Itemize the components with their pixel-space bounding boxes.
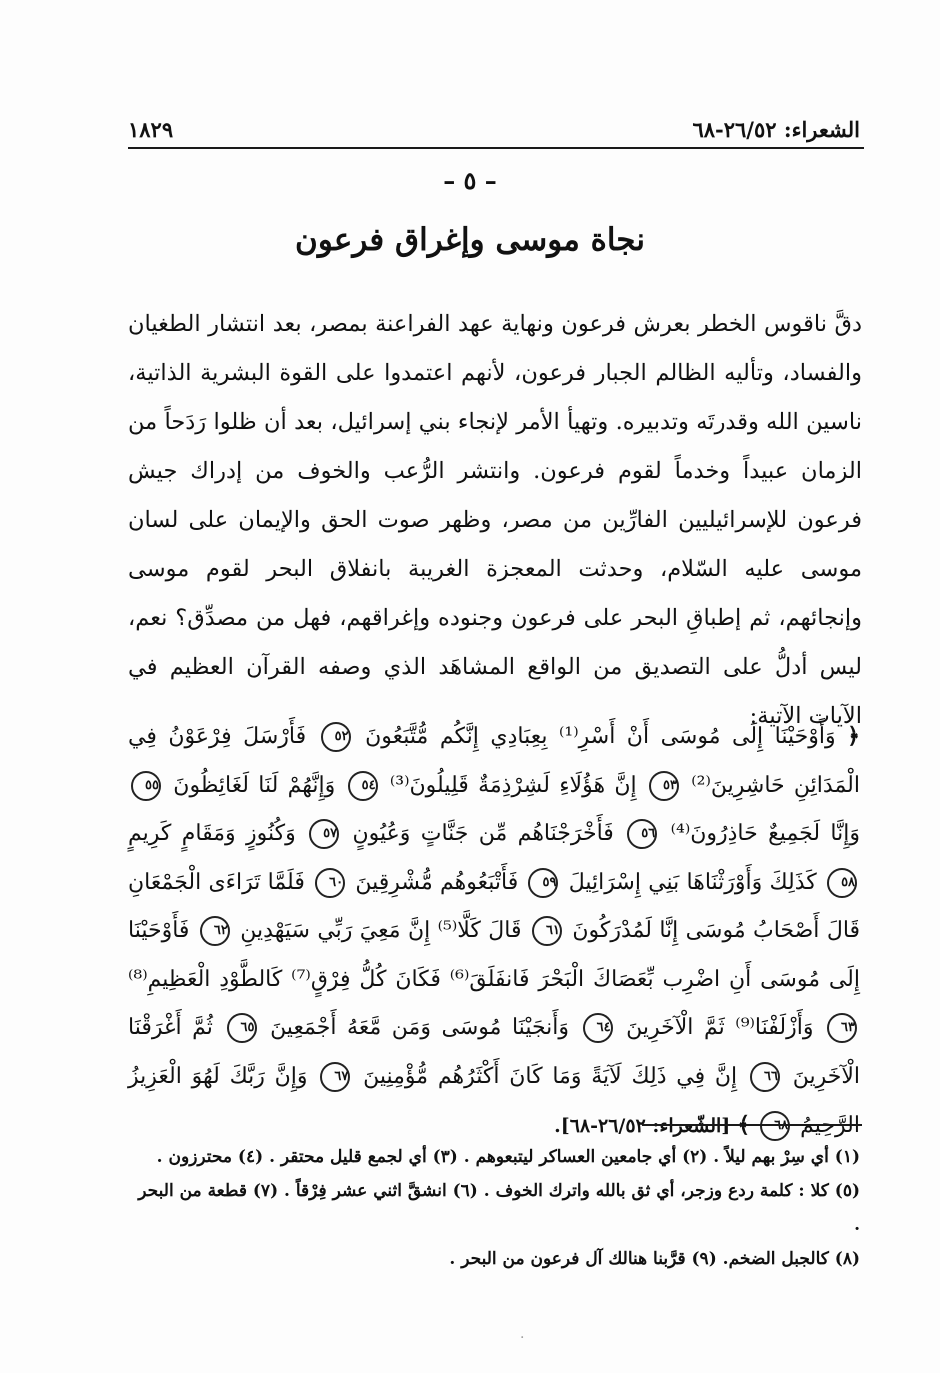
ayah-number-icon: ٥٥ [131, 771, 161, 801]
ayah-number-icon: ٥٤ [348, 771, 378, 801]
ayah-number-icon: ٦١ [532, 916, 562, 946]
verse-text: وَأَوْحَيْنَا إِلَى مُوسَى أَنْ أَسْرِ⁽¹⁾ بِعِبَادِي إِنَّكُم مُّتَّبَعُونَ [365, 724, 836, 749]
ayah-number-icon: ٦٣ [827, 1013, 857, 1043]
quran-open-bracket: ﴿ [847, 723, 861, 749]
scan-speck: · [520, 1330, 525, 1346]
verse-reference: [الشّعراء: ٢٦/٥٢-٦٨]. [554, 1115, 731, 1137]
ayah-number-icon: ٥٣ [649, 771, 679, 801]
quran-close-bracket: ﴾ [737, 1112, 751, 1138]
ayah-number-icon: ٦٤ [583, 1013, 613, 1043]
running-header [128, 108, 860, 142]
ayah-number-icon: ٥٨ [827, 868, 857, 898]
ayah-number-icon: ٦٥ [227, 1013, 257, 1043]
verse-text: فَلَمَّا تَرَاءَى الْجَمْعَانِ قَالَ أَصْحَابُ مُوسَى إِنَّا لَمُدْرَكُونَ [128, 869, 861, 943]
verse-text: وَإِنَّا لَجَمِيعٌ حَاذِرُونَ⁽⁴⁾ [670, 821, 860, 846]
verse-text: فَأَخْرَجْنَاهُم مِّن جَنَّاتٍ وَعُيُونٍ [352, 821, 614, 846]
verse-text: فَأَوْحَيْنَا إِلَى مُوسَى أَنِ اضْرِب بِّعَصَاكَ الْبَحْرَ فَانفَلَقَ⁽⁶⁾ فَكَانَ كُلُّ فِرْقٍ⁽⁷⁾ كَالطَّوْدِ الْعَظِيمِ⁽⁸⁾ [128, 918, 860, 992]
ayah-number-icon: ٥٦ [627, 819, 657, 849]
verse-text: فَأَرْسَلَ فِرْعَوْنُ فِي الْمَدَائِنِ حَاشِرِينَ⁽²⁾ [128, 724, 860, 798]
quran-verses [128, 712, 860, 1151]
footnote-line: (٨) كالجبل الضخم. (٩) قرَّبنا هنالك آل فرعون من البحر . [449, 1249, 860, 1269]
verse-text: إِنَّ فِي ذَلِكَ لَآيَةً وَمَا كَانَ أَكْثَرُهُم مُّؤْمِنِينَ [363, 1063, 738, 1089]
ayah-number-icon: ٥٢ [321, 722, 351, 752]
footnote-divider [642, 1124, 862, 1126]
verse-text: وَإِنَّ رَبَّكَ لَهُوَ الْعَزِيزُ الرَّحِيمُ [128, 1063, 860, 1138]
ayah-number-icon: ٦٦ [750, 1062, 780, 1092]
header-divider [128, 147, 864, 149]
verse-text: فَأَتْبَعُوهُم مُّشْرِقِينَ [355, 869, 519, 895]
footnote-line: (١) أي سِرْ بهم ليلاً . (٢) أي جامعين العساكر ليتبعوهم . (٣) أي لجمع قليل محتقر . (٤) محترزون . [156, 1147, 860, 1167]
verse-text: قَالَ كَلَّا⁽⁵⁾ إِنَّ مَعِيَ رَبِّي سَيَهْدِينِ [240, 918, 522, 943]
footnotes [128, 1140, 860, 1276]
ayah-number-icon: ٦٠ [315, 868, 345, 898]
ayah-number-icon: ٦٧ [320, 1062, 350, 1092]
verse-block [128, 712, 860, 1151]
verse-text: وَأَزْلَفْنَا⁽⁹⁾ ثَمَّ الْآخَرِينَ [626, 1015, 814, 1040]
ayah-number-icon: ٥٧ [309, 819, 339, 849]
intro-paragraph [128, 300, 862, 741]
verse-text: وَكُنُوزٍ وَمَقَامٍ كَرِيمٍ [128, 821, 296, 846]
ayah-number-icon: ٥٩ [528, 868, 558, 898]
verse-text: وَإِنَّهُمْ لَنَا لَغَائِظُونَ [173, 772, 336, 798]
verse-text: إِنَّ هَؤُلَاءِ لَشِرْذِمَةٌ قَلِيلُونَ⁽³⁾ [389, 772, 637, 798]
paragraph-text: دقَّ ناقوس الخطر بعرش فرعون ونهاية عهد الفراعنة بمصر، بعد انتشار الطغيان والفساد، وتأليه الظالم الجبار فرعون، لأنهم اعتمدوا على القوة البشرية الذاتية، ناسين الله وقدرتَه وتدبيره. وتهيأ الأمر لإنجاء بني إسرائيل، بعد أن ظلوا رَدَحاً من الزمان عبيداً وخدماً لقوم فرعون. وانتشر الرُّعب والخوف من إدراك جيش فرعون للإسرائيليين الفارِّين من مصر، وظهر صوت الحق والإيمان على لسان موسى عليه السّلام، وحدثت المعجزة الغريبة بانفلاق البحر لقوم موسى وإنجائهم، ثم إطباقِ البحر على فرعون وجنوده وإغراقهم، فهل من مصدِّق؟ نعم، ليس أدلُّ على التصديق من الواقع المشاهَد الذي وصفه القرآن العظيم في الآيات الآتية: [128, 311, 862, 729]
verse-text: ثُمَّ أَغْرَقْنَا الْآخَرِينَ [128, 1015, 861, 1089]
footnote-line: (٥) كلا : كلمة ردع وزجر، أي ثق بالله واترك الخوف . (٦) انشقَّ اثني عشر فِرْقاً . (٧) قطعة من البحر . [138, 1181, 860, 1235]
verse-text: وَأَنجَيْنَا مُوسَى وَمَن مَّعَهُ أَجْمَعِينَ [270, 1015, 570, 1040]
verse-text: كَذَلِكَ وَأَوْرَثْنَاهَا بَنِي إِسْرَائِيلَ [568, 869, 817, 895]
section-title: نجاة موسى وإغراق فرعون [295, 222, 645, 258]
ayah-number-icon: ٦٢ [200, 916, 230, 946]
page-number: ١٨٢٩ [128, 117, 174, 142]
ayah-number-icon: ٦٨ [760, 1111, 790, 1141]
section-number: – ٥ – [443, 166, 497, 195]
surah-reference: الشعراء: ٢٦/٥٢-٦٨ [692, 117, 860, 142]
